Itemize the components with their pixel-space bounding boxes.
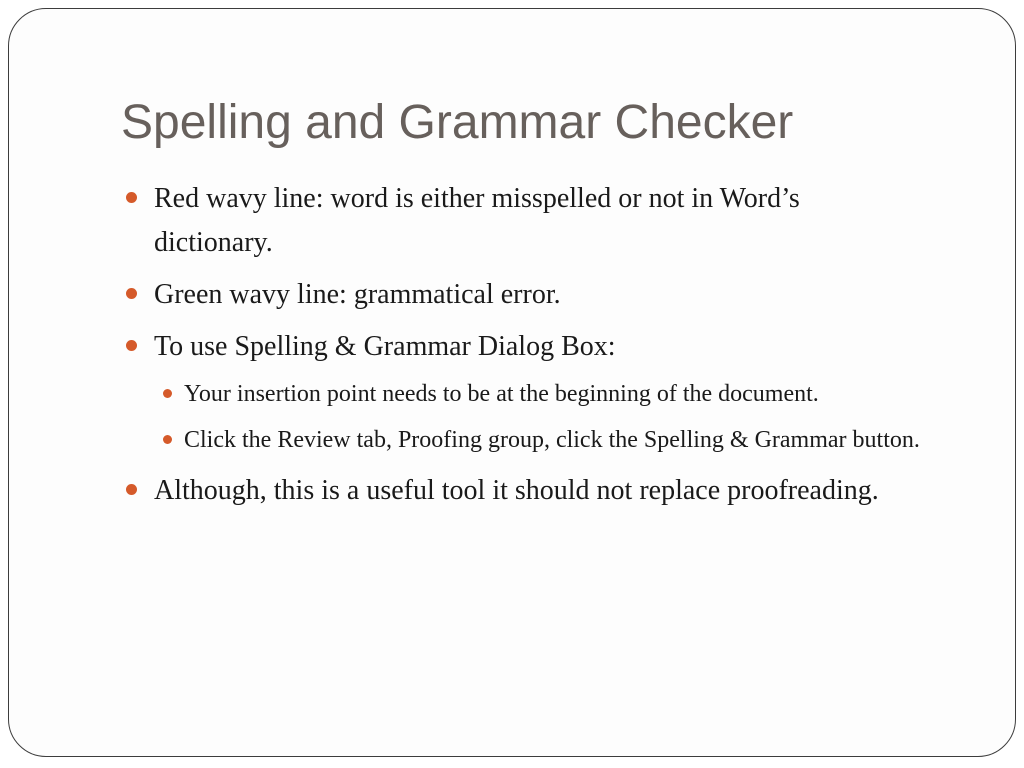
slide-content [121, 177, 921, 521]
sub-bullet-item-insertion-point [152, 373, 921, 415]
slide-title: Spelling and Grammar Checker [121, 96, 794, 149]
sub-bullet-dot-icon [163, 435, 172, 444]
bullet-item-dialog-box [121, 325, 921, 461]
bullet-list [121, 177, 921, 513]
sub-bullet-dot-icon [163, 389, 172, 398]
sub-bullet-list [152, 373, 921, 461]
bullet-text: Red wavy line: word is either misspelled or not in Word’s dictionary. [154, 183, 800, 258]
bullet-dot-icon [126, 288, 137, 299]
bullet-text: To use Spelling & Grammar Dialog Box: [154, 331, 616, 362]
sub-bullet-text: Click the Review tab, Proofing group, click the Spelling & Grammar button. [184, 427, 920, 453]
sub-bullet-item-review-tab [152, 419, 921, 461]
bullet-text: Although, this is a useful tool it should not replace proofreading. [154, 475, 879, 506]
sub-bullet-text: Your insertion point needs to be at the beginning of the document. [184, 381, 819, 407]
bullet-dot-icon [126, 192, 137, 203]
bullet-item-proofreading [121, 469, 921, 513]
bullet-dot-icon [126, 340, 137, 351]
bullet-dot-icon [126, 484, 137, 495]
slide-frame [8, 8, 1016, 757]
bullet-item-red-wavy-line [121, 177, 921, 265]
bullet-item-green-wavy-line [121, 273, 921, 317]
bullet-text: Green wavy line: grammatical error. [154, 279, 561, 310]
